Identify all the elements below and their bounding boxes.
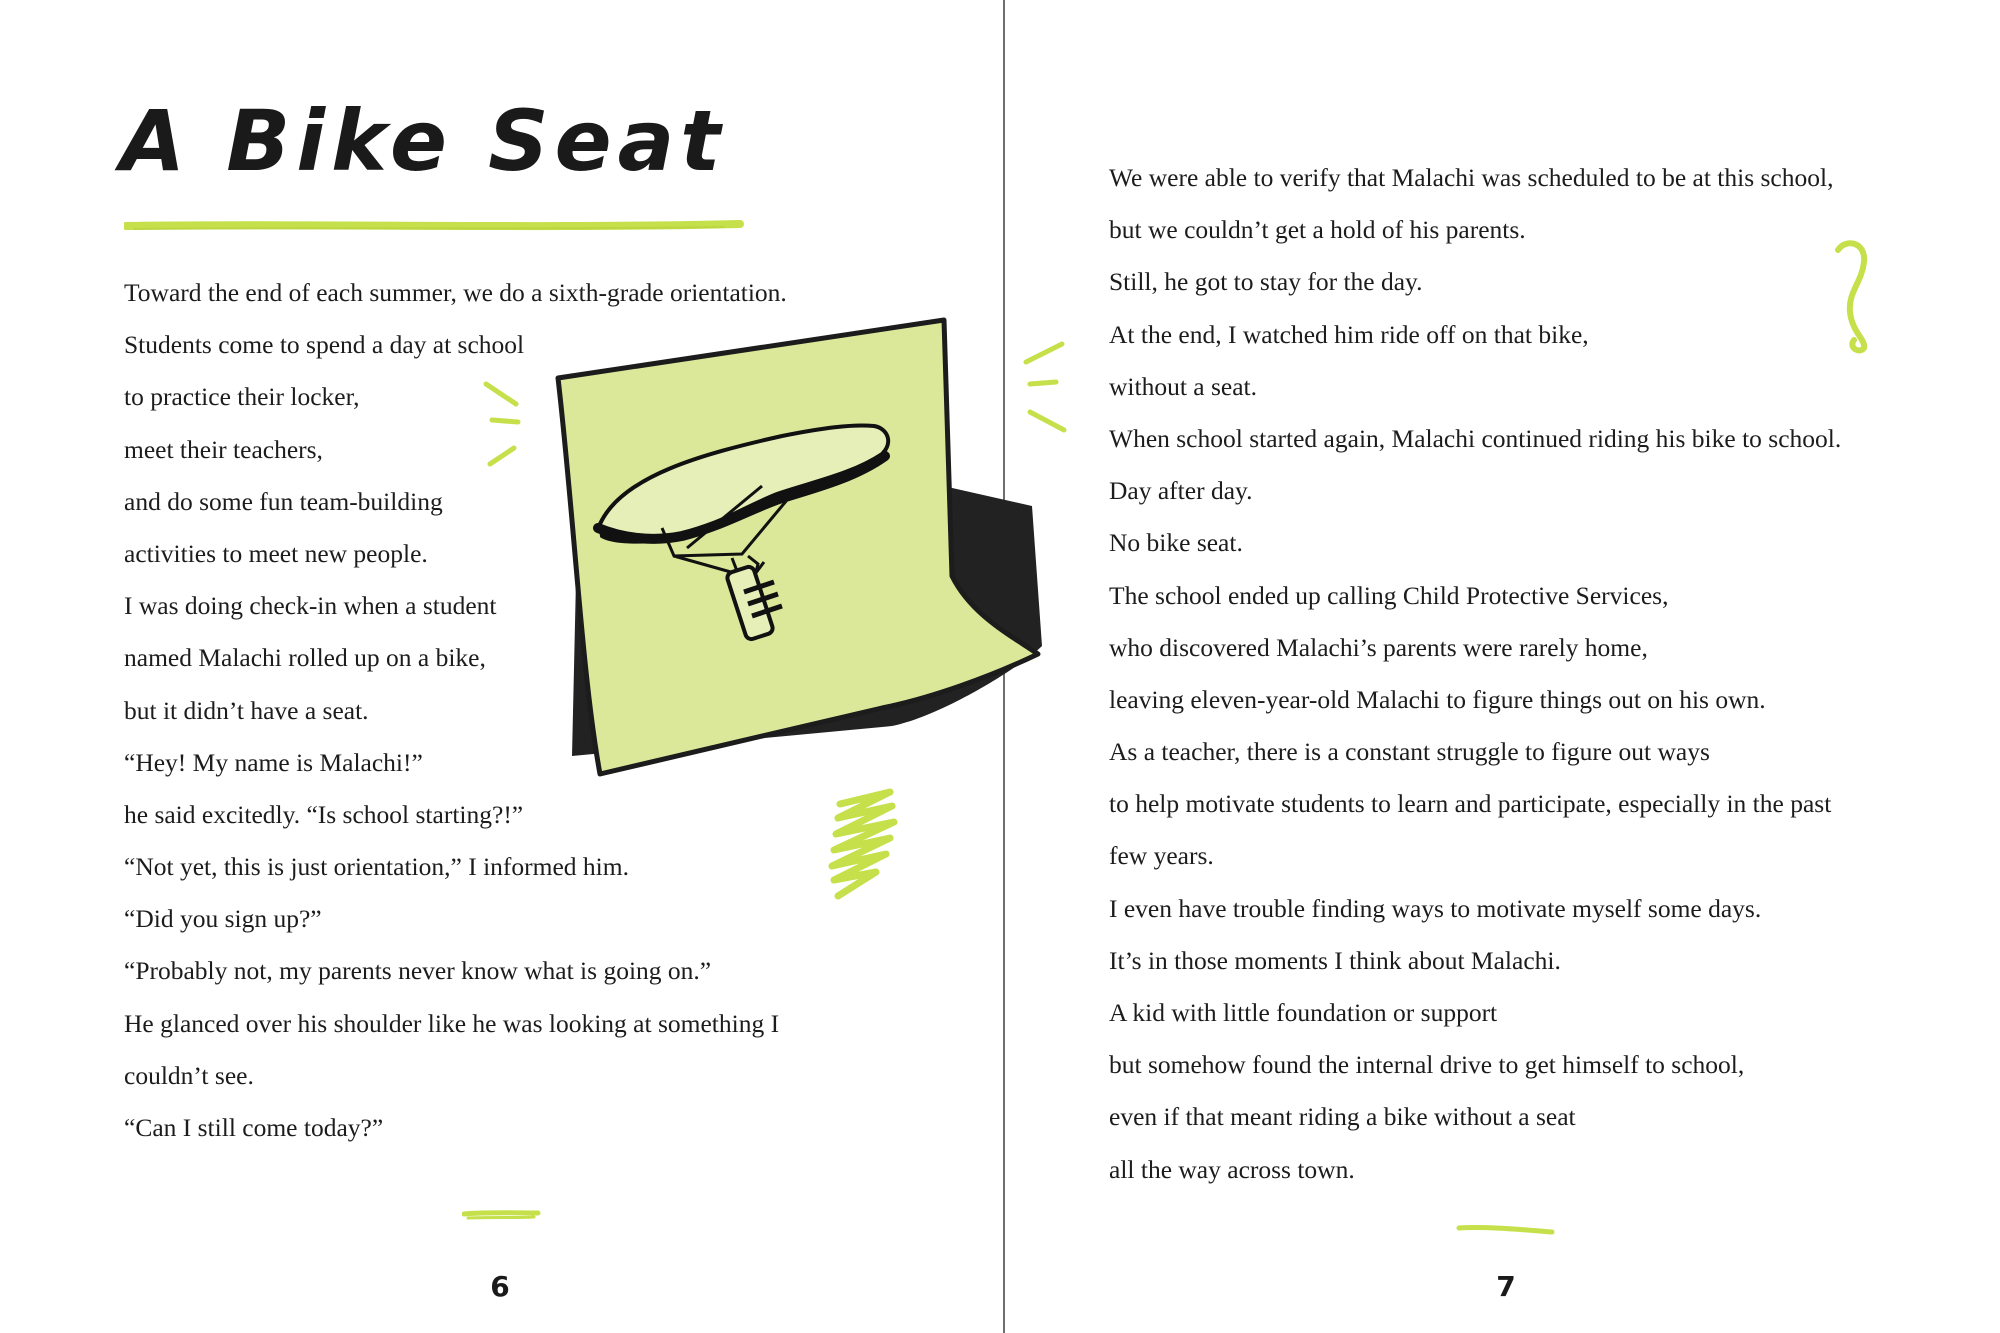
text-line: activities to meet new people.: [124, 538, 428, 568]
text-line: He glanced over his shoulder like he was looking at something I: [124, 1008, 780, 1038]
text-line: A kid with little foundation or support: [1109, 998, 1498, 1027]
text-line: At the end, I watched him ride off on that bike,: [1109, 319, 1589, 349]
bottom-accent-stroke: [1456, 1222, 1556, 1238]
accent-lines-decoration: [1020, 338, 1080, 438]
text-line: named Malachi rolled up on a bike,: [124, 643, 486, 673]
text-line: Toward the end of each summer, we do a sixth-grade orientation.: [124, 278, 787, 307]
text-line: I even have trouble finding ways to motivate myself some days.: [1109, 893, 1762, 923]
scribble-decoration: [820, 786, 910, 906]
text-line: few years.: [1109, 841, 1214, 871]
accent-lines-decoration: [478, 374, 528, 474]
text-line: Still, he got to stay for the day.: [1109, 267, 1423, 297]
text-line: Day after day.: [1109, 476, 1253, 506]
page-number: 7: [1496, 1270, 1516, 1303]
text-line: but it didn’t have a seat.: [124, 695, 369, 725]
text-line: who discovered Malachi’s parents were rarely home,: [1109, 632, 1648, 662]
text-line: “Probably not, my parents never know what is going on.”: [124, 956, 712, 986]
text-line: We were able to verify that Malachi was scheduled to be at this school,: [1109, 163, 1834, 192]
right-page-text: [1109, 152, 1841, 1196]
text-line: but we couldn’t get a hold of his parents.: [1109, 215, 1526, 245]
text-line: couldn’t see.: [124, 1060, 254, 1090]
text-line: “Not yet, this is just orientation,” I informed him.: [124, 852, 629, 882]
text-line: “Can I still come today?”: [124, 1113, 384, 1142]
text-line: It’s in those moments I think about Malachi.: [1109, 945, 1561, 975]
text-line: he said excitedly. “Is school starting?!”: [124, 799, 524, 829]
bottom-accent-stroke: [462, 1208, 542, 1222]
text-line: “Hey! My name is Malachi!”: [124, 747, 423, 777]
squiggle-decoration: [1826, 236, 1876, 356]
text-line: and do some fun team-building: [124, 486, 443, 516]
text-line: No bike seat.: [1109, 528, 1243, 558]
text-line: Students come to spend a day at school: [124, 330, 525, 360]
text-line: to practice their locker,: [124, 382, 360, 412]
sticky-note-illustration: [552, 316, 1052, 786]
text-line: all the way across town.: [1109, 1154, 1355, 1184]
text-line: without a seat.: [1109, 371, 1258, 401]
text-line: to help motivate students to learn and participate, especially in the past: [1109, 789, 1832, 819]
text-line: When school started again, Malachi continued riding his bike to school.: [1109, 423, 1842, 453]
text-line: even if that meant riding a bike without a seat: [1109, 1102, 1576, 1132]
chapter-title: A Bike Seat: [120, 92, 727, 190]
text-line: but somehow found the internal drive to get himself to school,: [1109, 1050, 1745, 1080]
text-line: leaving eleven-year-old Malachi to figure things out on his own.: [1109, 684, 1766, 714]
text-line: As a teacher, there is a constant struggle to figure out ways: [1109, 737, 1710, 767]
text-line: “Did you sign up?”: [124, 904, 322, 934]
text-line: meet their teachers,: [124, 434, 323, 464]
page-number: 6: [490, 1270, 510, 1303]
title-underline-stroke: [124, 218, 744, 234]
text-line: The school ended up calling Child Protective Services,: [1109, 580, 1669, 610]
text-line: I was doing check-in when a student: [124, 591, 497, 621]
